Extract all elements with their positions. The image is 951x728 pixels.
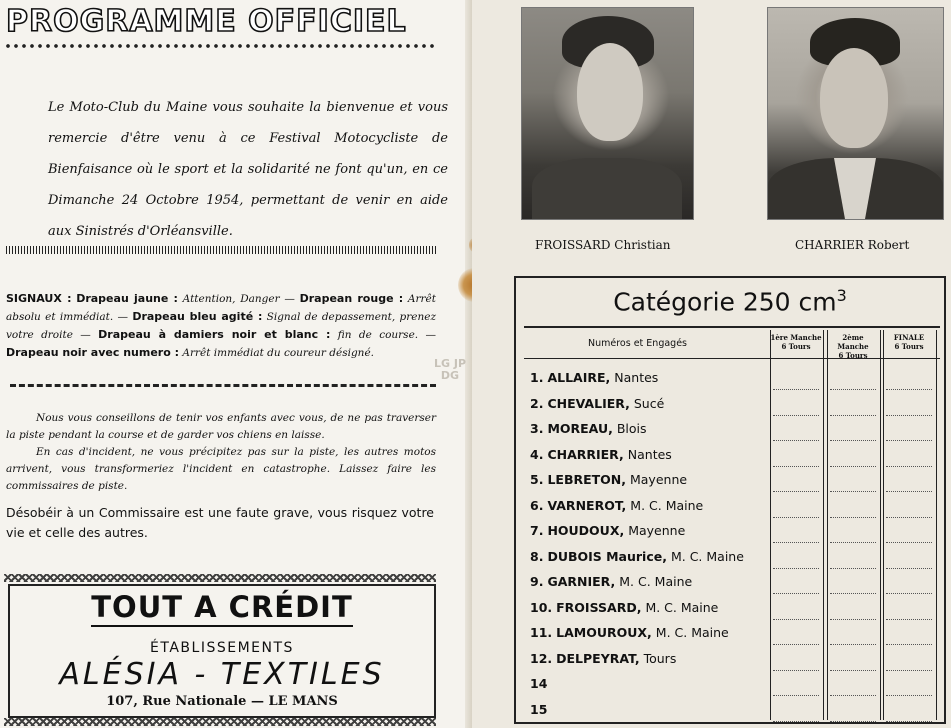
result-cell-line [886,491,932,492]
result-cell-line [886,466,932,467]
result-cell-line [830,389,876,390]
result-cell-line [773,721,819,722]
entry-name: HOUDOUX, [547,523,625,538]
entry-name: VARNEROT, [547,497,627,513]
entry-name: DUBOIS Maurice, [547,548,667,564]
watermark-logo: LG JP DG [433,357,467,382]
result-cell-line [830,568,876,569]
entry-row [530,651,676,666]
signals-label: SIGNAUX : [6,292,72,305]
entry-name: LEBRETON, [547,472,626,487]
entry-name: ALLAIRE, [547,370,611,385]
col-header-manche-1: 1ère Manche 6 Tours [770,333,822,351]
result-cell-line [830,542,876,543]
entry-number: 7. [530,523,544,538]
welcome-paragraph: Le Moto-Club du Maine vous souhaite la bienvenue et vous remercie d'être venu à ce Festival Motocycliste de Bienfaisance où le sport et la solidarité ne font qu'un, en ce Dimanche 24 Octobre 1954, permettant de venir en aide aux Sinistrés d'Orléansville. [48,100,448,239]
warning-paragraph: Désobéir à un Commissaire est une faute grave, vous risquez votre vie et celle des autres. [6,505,434,540]
result-cell-line [830,440,876,441]
result-cell-line [886,644,932,645]
entry-row [530,676,547,691]
rider-photo-charrier [767,7,944,220]
entry-row [530,370,658,385]
hatched-divider [6,246,436,254]
advice-paragraph-1: Nous vous conseillons de tenir vos enfants avec vous, de ne pas traverser la piste pendant la course et de garder vos chiens en laisse. [6,412,436,441]
entry-row [530,498,703,513]
entry-name: LAMOUROUX, [556,625,652,640]
result-cell-line [830,466,876,467]
rider-caption-1: FROISSARD Christian [535,238,671,252]
entry-number: 4. [530,446,544,462]
entry-number: 6. [530,497,544,513]
result-cell-line [886,670,932,671]
result-cell-line [773,517,819,518]
entry-number: 8. [530,548,544,564]
result-cell-line [830,619,876,620]
entry-club: M. C. Maine [630,497,704,513]
entry-name: CHEVALIER, [547,395,630,411]
entry-row [530,421,647,436]
col-header-finale: FINALE 6 Tours [893,333,925,351]
advice-block [6,410,436,495]
entry-row [530,574,692,589]
entry-number: 1. [530,370,544,385]
result-cell-line [773,466,819,467]
result-cell-line [886,593,932,594]
entry-name: FROISSARD, [556,599,642,615]
flag-yellow-text: Attention, Danger [182,293,280,305]
entry-row [530,600,718,615]
ad-address: 107, Rue Nationale — LE MANS [106,694,338,709]
result-cell-line [773,542,819,543]
result-cell-line [773,619,819,620]
entry-row [530,396,664,411]
ad-company: ALÉSIA - TEXTILES [59,657,385,692]
entry-number: 14 [530,676,548,691]
entry-row [530,702,547,717]
flag-red-text: Arrêt absolu et immédiat. [6,293,436,323]
result-cell-line [886,389,932,390]
entry-club: M. C. Maine [655,625,729,640]
entry-club: M. C. Maine [670,548,744,564]
result-cell-line [886,619,932,620]
flag-yellow-label: Drapeau jaune : [76,292,178,305]
entry-number: 11. [530,625,553,640]
dashed-divider [10,384,436,387]
entry-club: Sucé [633,395,665,411]
entry-club: M. C. Maine [619,574,693,589]
entry-number: 2. [530,395,544,411]
result-cell-line [830,593,876,594]
left-page [0,0,470,728]
result-cell-line [773,644,819,645]
result-cell-line [773,695,819,696]
zigzag-border-bottom [4,718,436,726]
entries-header: Numéros et Engagés [588,338,687,349]
ad-subtitle: ÉTABLISSEMENTS [150,640,294,656]
result-cell-line [773,415,819,416]
advertisement [8,584,436,718]
category-table [514,276,946,724]
zigzag-border-top [4,574,436,582]
entry-club: M. C. Maine [645,599,719,615]
ad-headline: TOUT A CRÉDIT [10,590,434,624]
result-cell-line [886,517,932,518]
advice-paragraph-2: En cas d'incident, ne vous précipitez pas sur la piste, les autres motos arrivent, vous transformeriez l'incident en catastrophe. Laissez faire les commissaires de piste. [6,446,436,492]
rider-caption-2: CHARRIER Robert [795,238,910,252]
signals-paragraph: SIGNAUX : Drapeau jaune : Attention, Danger — Drapean rouge : Arrêt absolu et immédiat. — Drapeau bleu agité : Signal de depassement, prenez votre droite — Drapeau à damiers noir et blanc : fin de course. — Drapeau noir avec numero : Arrêt immédiat du coureur désigné. [6,292,436,359]
result-cell-line [773,491,819,492]
entry-name: DELPEYRAT, [556,650,640,666]
result-cell-line [773,593,819,594]
flag-blue-text: Signal de depassement, prenez votre droite [6,311,436,341]
entry-row [530,447,672,462]
title-rule [524,326,940,328]
result-cell-line [886,542,932,543]
entry-club: Mayenne [629,472,688,487]
dotted-divider [4,42,436,50]
result-cell-line [830,415,876,416]
category-title: Catégorie 250 $cm^3$ [613,286,847,317]
entry-club: Mayenne [628,523,686,538]
entry-row [530,625,729,640]
programme-title: PROGRAMME OFFICIEL [6,4,407,39]
result-cell-line [773,670,819,671]
entry-number: 15 [530,701,548,717]
entry-row [530,549,744,564]
rider-photo-froissard [521,7,694,220]
result-cell-line [830,721,876,722]
flag-black-label: Drapeau noir avec numero : [6,346,180,359]
col-header-manche-2: 2ème Manche 6 Tours [837,333,869,360]
result-cell-line [830,491,876,492]
header-rule [524,358,940,359]
result-cell-line [830,695,876,696]
flag-black-text: Arrêt immédiat du coureur désigné. [182,347,374,359]
entry-club: Nantes [627,446,672,462]
flag-red-label: Drapean rouge : [299,292,404,305]
result-cell-line [830,517,876,518]
result-cell-line [886,695,932,696]
entry-row [530,523,685,538]
entry-number: 3. [530,421,544,436]
flag-blue-label: Drapeau bleu agité : [132,310,263,323]
result-cell-line [886,721,932,722]
result-cell-line [830,644,876,645]
entry-number: 9. [530,574,544,589]
result-cell-line [830,670,876,671]
flag-checkered-label: Drapeau à damiers noir et blanc : [98,328,331,341]
flag-checkered-text: fin de course. [337,329,419,341]
result-cell-line [773,440,819,441]
entry-name: GARNIER, [547,574,616,589]
entry-number: 12. [530,650,553,666]
entry-name: CHARRIER, [547,446,624,462]
result-cell-line [773,389,819,390]
entry-name: MOREAU, [547,421,613,436]
entry-club: Blois [616,421,647,436]
entry-club: Tours [643,650,677,666]
entry-number: 10. [530,599,553,615]
entry-club: Nantes [614,370,659,385]
result-cell-line [886,440,932,441]
result-cell-line [886,415,932,416]
entry-number: 5. [530,472,544,487]
result-cell-line [773,568,819,569]
entry-row [530,472,687,487]
result-cell-line [886,568,932,569]
